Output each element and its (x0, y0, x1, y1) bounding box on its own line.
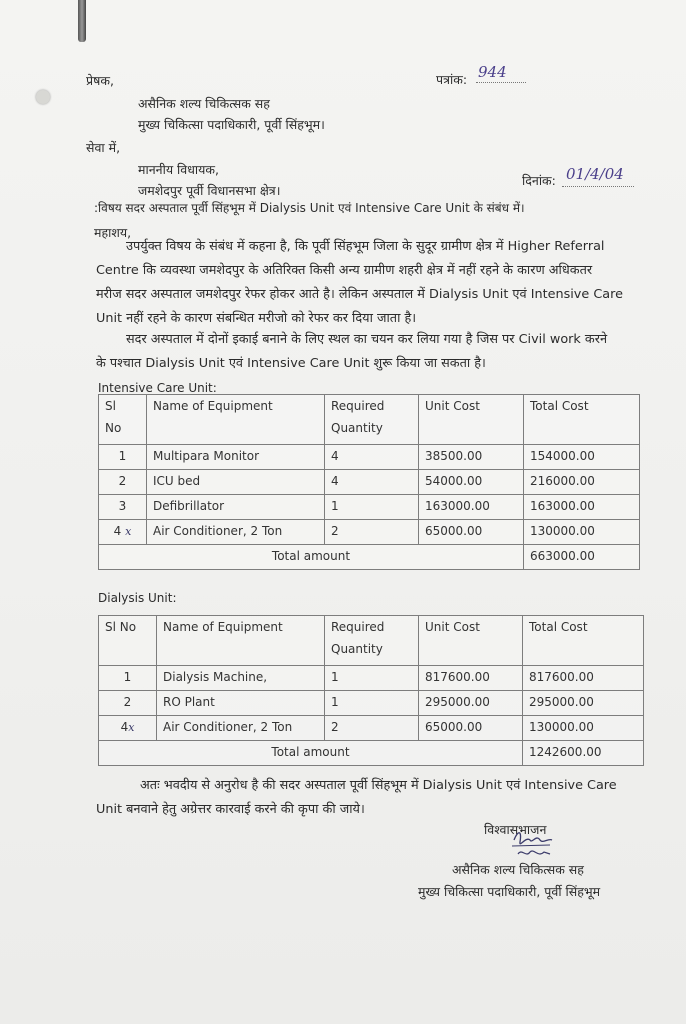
subject-line: :विषय सदर अस्पताल पूर्वी सिंहभूम में Dialysis Unit एवं Intensive Care Unit के संबंध में। (94, 201, 525, 215)
header-total-cost: Total Cost (523, 616, 644, 666)
total-label: Total amount (99, 741, 523, 766)
row-total-cost: 130000.00 (524, 520, 640, 545)
row-unit-cost: 163000.00 (419, 495, 524, 520)
row-total-cost: 130000.00 (523, 716, 644, 741)
row-sl: 2 (99, 691, 157, 716)
table-header-row (99, 616, 644, 666)
total-value: 1242600.00 (523, 741, 644, 766)
recipient-label: सेवा में, (86, 140, 121, 155)
signatory-line-1: असैनिक शल्य चिकित्सक सह (452, 862, 584, 877)
closing-line-1: अतः भवदीय से अनुरोध है की सदर अस्पताल पूर्वी सिंहभूम में Dialysis Unit एवं Intensive Care (140, 778, 617, 793)
row-equipment: Air Conditioner, 2 Ton (147, 520, 325, 545)
row-sl: 2 (99, 470, 147, 495)
header-quantity: Required Quantity (325, 395, 419, 445)
table-total-row (99, 545, 640, 570)
row-equipment: ICU bed (147, 470, 325, 495)
table-row (99, 716, 644, 741)
dialysis-equipment-table (98, 615, 644, 766)
row-total-cost: 295000.00 (523, 691, 644, 716)
row-total-cost: 154000.00 (524, 445, 640, 470)
icu-equipment-table (98, 394, 640, 570)
header-quantity: Required Quantity (325, 616, 419, 666)
binder-clip (78, 0, 86, 42)
table-total-row (99, 741, 644, 766)
row-sl: 3 (99, 495, 147, 520)
header-name: Name of Equipment (157, 616, 325, 666)
row-sl: 4x (99, 716, 157, 741)
table-row (99, 691, 644, 716)
row-unit-cost: 65000.00 (419, 520, 524, 545)
header-sl: Sl No (99, 616, 157, 666)
header-sl: Sl No (99, 395, 147, 445)
salutation: महाशय, (94, 225, 132, 240)
body-para1-line1: उपर्युक्त विषय के संबंध में कहना है, कि पूर्वी सिंहभूम जिला के सुदूर ग्रामीण क्षेत्र में Higher Referral (126, 239, 605, 254)
row-quantity: 2 (325, 716, 419, 741)
body-para1-line4: Unit नहीं रहने के कारण संबन्धित मरीजो को रेफर कर दिया जाता है। (96, 311, 417, 326)
header-name: Name of Equipment (147, 395, 325, 445)
row-total-cost: 216000.00 (524, 470, 640, 495)
row-quantity: 1 (325, 666, 419, 691)
handwritten-signature (510, 828, 556, 862)
table-row (99, 520, 640, 545)
row-sl: 1 (99, 666, 157, 691)
sender-line-1: असैनिक शल्य चिकित्सक सह (138, 96, 270, 111)
total-value: 663000.00 (524, 545, 640, 570)
header-total-cost: Total Cost (524, 395, 640, 445)
row-quantity: 1 (325, 495, 419, 520)
table-header-row (99, 395, 640, 445)
row-sl: 1 (99, 445, 147, 470)
header-unit-cost: Unit Cost (419, 616, 523, 666)
date-label: दिनांक: (522, 173, 556, 188)
table-row (99, 495, 640, 520)
closing-line-2: Unit बनवाने हेतु अग्रेत्तर कारवाई करने की कृपा की जाये। (96, 802, 365, 817)
letter-number-label: पत्रांक: (436, 72, 468, 87)
row-equipment: Dialysis Machine, (157, 666, 325, 691)
body-para1-line2: Centre कि व्यवस्था जमशेदपुर के अतिरिक्त किसी अन्य ग्रामीण शहरी क्षेत्र में नहीं रहने के कारण अधिकतर (96, 263, 593, 278)
dialysis-table-title: Dialysis Unit: (98, 591, 177, 605)
recipient-line-1: माननीय विधायक, (138, 162, 219, 177)
row-quantity: 2 (325, 520, 419, 545)
sender-line-2: मुख्य चिकित्सा पदाधिकारी, पूर्वी सिंहभूम। (138, 117, 325, 132)
row-unit-cost: 295000.00 (419, 691, 523, 716)
punch-hole (36, 90, 50, 104)
table-row (99, 445, 640, 470)
icu-table-title: Intensive Care Unit: (98, 381, 217, 395)
row-equipment: RO Plant (157, 691, 325, 716)
date-dotted-line (562, 186, 634, 187)
table-row (99, 666, 644, 691)
row-quantity: 4 (325, 470, 419, 495)
letter-number-dotted-line (476, 82, 526, 83)
letter-number-value: 944 (478, 63, 507, 81)
row-quantity: 4 (325, 445, 419, 470)
body-para1-line3: मरीज सदर अस्पताल जमशेदपुर रेफर होकर आते है। लेकिन अस्पताल में Dialysis Unit एवं Intensive Care (96, 287, 623, 302)
row-unit-cost: 65000.00 (419, 716, 523, 741)
row-unit-cost: 38500.00 (419, 445, 524, 470)
row-equipment: Air Conditioner, 2 Ton (157, 716, 325, 741)
row-total-cost: 817600.00 (523, 666, 644, 691)
body-para2-line1: सदर अस्पताल में दोनों इकाई बनाने के लिए स्थल का चयन कर लिया गया है जिस पर Civil work करने (126, 332, 608, 347)
row-equipment: Defibrillator (147, 495, 325, 520)
recipient-line-2: जमशेदपुर पूर्वी विधानसभा क्षेत्र। (138, 183, 281, 198)
row-equipment: Multipara Monitor (147, 445, 325, 470)
row-unit-cost: 817600.00 (419, 666, 523, 691)
handwritten-x-mark: x (125, 525, 132, 538)
row-quantity: 1 (325, 691, 419, 716)
header-unit-cost: Unit Cost (419, 395, 524, 445)
row-total-cost: 163000.00 (524, 495, 640, 520)
table-row (99, 470, 640, 495)
row-unit-cost: 54000.00 (419, 470, 524, 495)
body-para2-line2: के पश्चात Dialysis Unit एवं Intensive Care Unit शुरू किया जा सकता है। (96, 356, 486, 371)
signatory-line-2: मुख्य चिकित्सा पदाधिकारी, पूर्वी सिंहभूम (418, 884, 601, 899)
signoff-label: विश्वासभाजन (484, 822, 547, 837)
sender-label: प्रेषक, (86, 73, 114, 88)
date-value: 01/4/04 (566, 165, 624, 183)
row-sl: 4 x (99, 520, 147, 545)
total-label: Total amount (99, 545, 524, 570)
handwritten-x-mark: x (128, 721, 135, 734)
